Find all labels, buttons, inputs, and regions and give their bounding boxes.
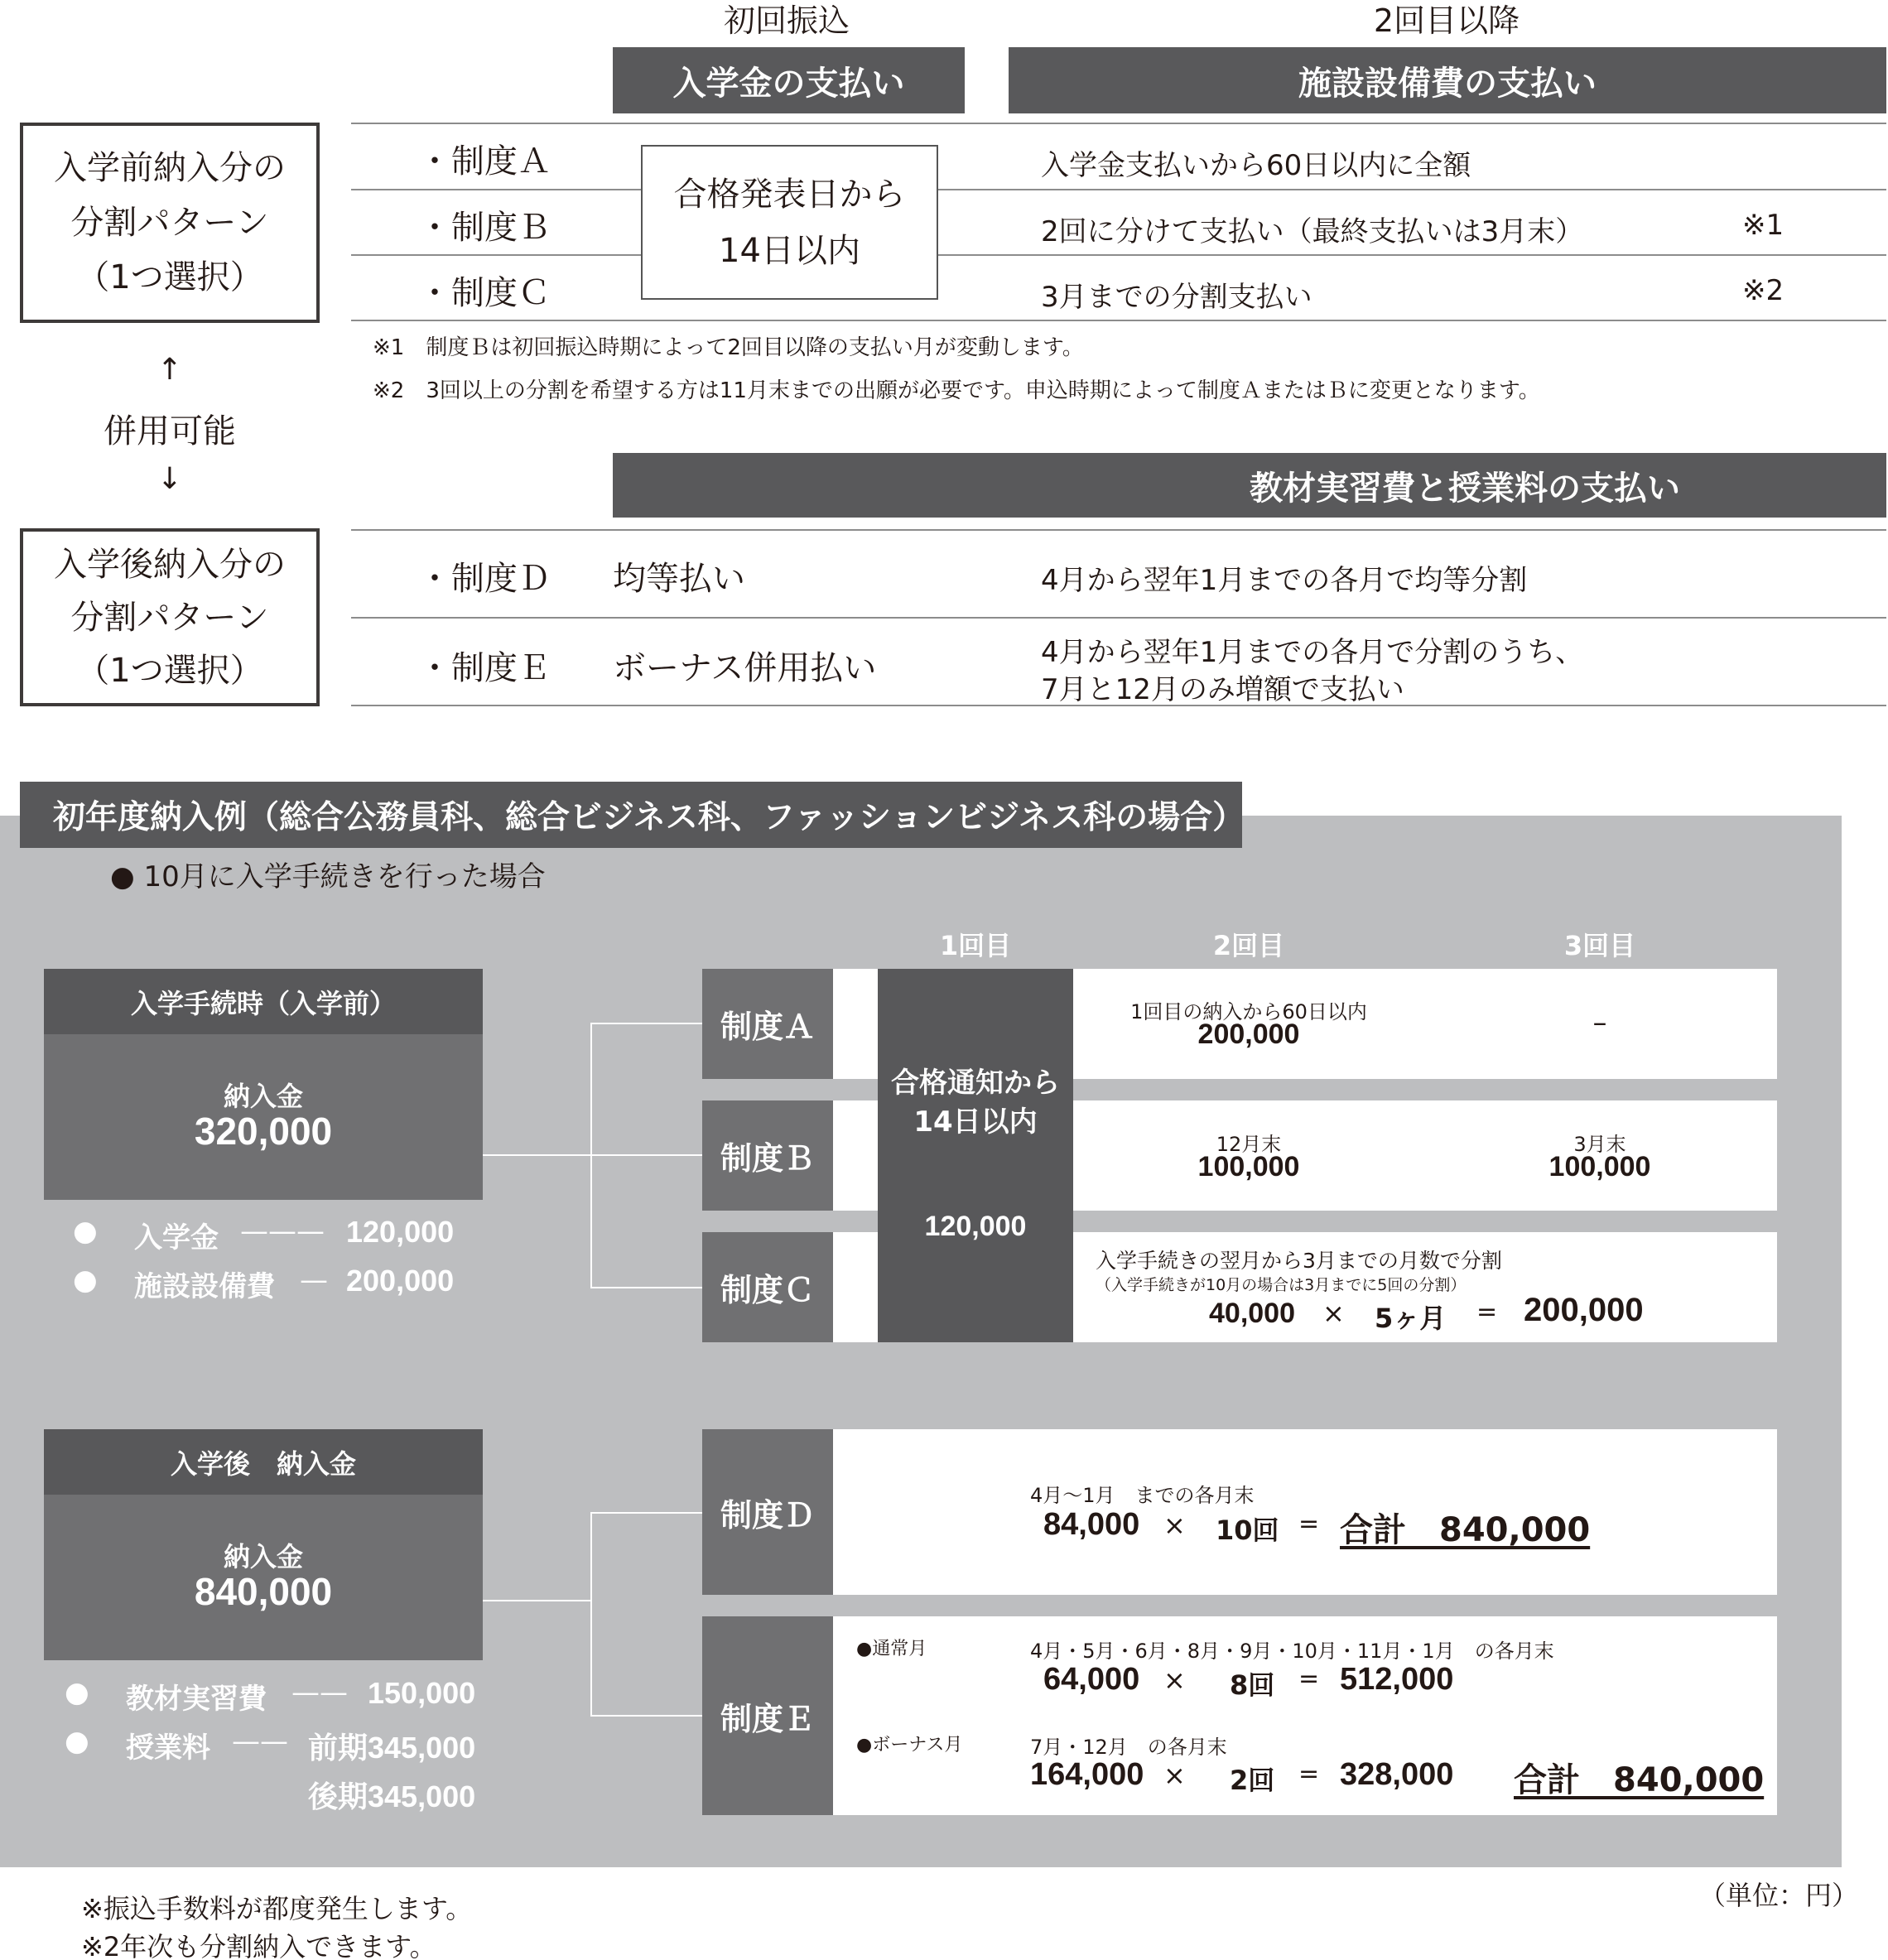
divider bbox=[937, 189, 1886, 190]
seido-b-note: ※1 bbox=[1742, 209, 1784, 242]
pre-item-1-amount: 120,000 bbox=[346, 1215, 455, 1249]
bullet-icon: ● bbox=[73, 1215, 98, 1248]
seido-a-label: ・制度Ａ bbox=[418, 142, 551, 181]
connector bbox=[590, 1023, 702, 1024]
example-title: 初年度納入例（総合公務員科、総合ビジネス科、ファッションビジネス科の場合） bbox=[20, 782, 1242, 848]
post-item-1-amount: 150,000 bbox=[368, 1676, 476, 1710]
center-box-line2: 14日以内 bbox=[719, 231, 860, 270]
post-amount-label: 納入金 bbox=[223, 1541, 303, 1572]
seido-a-amount: 200,000 bbox=[1197, 1019, 1300, 1050]
post-amount: 840,000 bbox=[194, 1570, 333, 1613]
connector bbox=[590, 1512, 702, 1514]
connector bbox=[590, 1512, 592, 1716]
pre-amount-label: 納入金 bbox=[223, 1081, 303, 1112]
divider bbox=[351, 617, 1886, 619]
seido-e-bonus-months: 7月・12月 の各月末 bbox=[1030, 1736, 1227, 1759]
post-item-2-amount: 前期345,000 bbox=[308, 1731, 476, 1765]
seido-e-tag: 制度Ｅ bbox=[702, 1616, 833, 1815]
box-pre-line3: （1つ選択） bbox=[76, 258, 263, 296]
pre-amount: 320,000 bbox=[194, 1110, 333, 1153]
unit-label: （単位：円） bbox=[1699, 1880, 1859, 1911]
example-subtitle: ● 10月に入学手続きを行った場合 bbox=[110, 860, 546, 893]
seido-d-total: 合計 840,000 bbox=[1340, 1511, 1591, 1549]
seido-c-desc: 3月までの分割支払い bbox=[1041, 281, 1312, 314]
seido-a-third: – bbox=[1592, 1006, 1607, 1039]
post-item-2-dash: —— bbox=[232, 1725, 288, 1758]
note-1: ※1 制度Ｂは初回振込時期によって2回目以降の支払い月が変動します。 bbox=[373, 335, 1084, 360]
seido-b-c3-note: 3月末 bbox=[1573, 1133, 1626, 1156]
bullet-icon: ● bbox=[65, 1725, 89, 1758]
seido-d-b: 10回 bbox=[1216, 1515, 1279, 1546]
seido-b-c2-note: 12月末 bbox=[1216, 1133, 1282, 1156]
seido-d-tag: 制度Ｄ bbox=[702, 1429, 833, 1595]
seido-d-times: × bbox=[1163, 1510, 1186, 1541]
connector bbox=[483, 1154, 591, 1156]
box-post-line2: 分割パターン bbox=[70, 598, 269, 637]
divider bbox=[351, 529, 1886, 531]
bullet-icon: ● bbox=[65, 1676, 89, 1709]
post-item-1-name: 教材実習費 bbox=[126, 1683, 267, 1716]
box-post-line1: 入学後納入分の bbox=[54, 545, 286, 584]
seido-e-n-b: 8回 bbox=[1230, 1669, 1275, 1701]
post-header: 入学後 納入金 bbox=[44, 1429, 483, 1495]
seido-e-label: ・制度Ｅ bbox=[418, 649, 551, 687]
seido-e-n-total: 512,000 bbox=[1340, 1662, 1454, 1697]
seido-b-label: ・制度Ｂ bbox=[418, 209, 551, 247]
pre-item-2-name: 施設設備費 bbox=[134, 1270, 275, 1303]
seido-e-b-eq: = bbox=[1298, 1760, 1320, 1789]
seido-e-grand-total: 合計 840,000 bbox=[1514, 1761, 1765, 1799]
connector bbox=[590, 1154, 702, 1156]
post-item-2-name: 授業料 bbox=[126, 1731, 210, 1765]
seido-c-note2: （入学手続きが10月の場合は3月までに5回の分割） bbox=[1096, 1276, 1467, 1294]
seido-b-c3-amount: 100,000 bbox=[1548, 1151, 1651, 1182]
seido-c-tag: 制度Ｃ bbox=[702, 1232, 833, 1342]
arrow-down-icon: ↓ bbox=[157, 462, 183, 496]
header-kyouzai: 教材実習費と授業料の支払い bbox=[613, 453, 1886, 518]
pre-item-1-name: 入学金 bbox=[134, 1221, 219, 1254]
first-payment-line1: 合格通知から bbox=[891, 1067, 1060, 1100]
seido-d-label: ・制度Ｄ bbox=[418, 560, 551, 598]
pre-amount-box bbox=[44, 1034, 483, 1200]
seido-b-tag: 制度Ｂ bbox=[702, 1100, 833, 1211]
seido-c-b: 5ヶ月 bbox=[1375, 1303, 1447, 1334]
seido-a-note: 1回目の納入から60日以内 bbox=[1130, 1000, 1367, 1023]
post-item-1-dash: —— bbox=[291, 1676, 348, 1709]
seido-e-n-times: × bbox=[1163, 1664, 1186, 1696]
col-1: 1回目 bbox=[939, 930, 1012, 961]
header-shisetsu: 施設設備費の支払い bbox=[1009, 47, 1886, 113]
first-payment-box bbox=[878, 969, 1073, 1342]
seido-d-desc: 4月から翌年1月までの各月で均等分割 bbox=[1041, 564, 1528, 597]
pre-item-2-amount: 200,000 bbox=[346, 1264, 455, 1298]
seido-c-a: 40,000 bbox=[1209, 1298, 1295, 1329]
seido-e-b-b: 2回 bbox=[1230, 1765, 1275, 1796]
box-post-line3: （1つ選択） bbox=[76, 651, 263, 690]
col-header-first: 初回振込 bbox=[723, 2, 850, 39]
seido-c-eq: = bbox=[1476, 1298, 1498, 1327]
post-item-2-extra: 後期345,000 bbox=[308, 1779, 476, 1813]
footnote-1: ※振込手数料が都度発生します。 bbox=[81, 1893, 473, 1924]
seido-a-tag: 制度Ａ bbox=[702, 969, 833, 1079]
center-box-pre bbox=[641, 145, 938, 300]
box-pre-line2: 分割パターン bbox=[70, 204, 269, 242]
footnote-2: ※2年次も分割納入できます。 bbox=[81, 1931, 436, 1960]
divider bbox=[351, 320, 1886, 321]
col-3: 3回目 bbox=[1563, 930, 1636, 961]
post-amount-box bbox=[44, 1495, 483, 1660]
seido-e-desc1: 4月から翌年1月までの各月で分割のうち、 bbox=[1041, 636, 1584, 669]
divider bbox=[937, 254, 1886, 256]
arrow-up-icon: ↑ bbox=[157, 353, 183, 387]
divider bbox=[351, 123, 1886, 124]
seido-d-eq: = bbox=[1298, 1510, 1320, 1539]
seido-e-b-a: 164,000 bbox=[1030, 1757, 1144, 1792]
seido-e-b-total: 328,000 bbox=[1340, 1757, 1454, 1792]
seido-c-note: ※2 bbox=[1742, 274, 1784, 307]
col-2: 2回目 bbox=[1212, 930, 1285, 961]
seido-c-note1: 入学手続きの翌月から3月までの月数で分割 bbox=[1096, 1249, 1502, 1273]
pre-item-1-dash: ——— bbox=[240, 1215, 325, 1248]
note-2: ※2 3回以上の分割を希望する方は11月末までの出願が必要です。申込時期によって制度ＡまたはＢに変更となります。 bbox=[373, 378, 1540, 403]
first-payment-amount: 120,000 bbox=[924, 1211, 1027, 1242]
seido-e-n-eq: = bbox=[1298, 1664, 1320, 1693]
header-nyugakukin: 入学金の支払い bbox=[613, 47, 965, 113]
seido-e-desc2: 7月と12月のみ増額で支払い bbox=[1041, 673, 1404, 706]
seido-e-normal-months: 4月・5月・6月・8月・9月・10月・11月・1月 の各月末 bbox=[1030, 1640, 1554, 1663]
divider bbox=[351, 189, 641, 190]
center-box-line1: 合格発表日から bbox=[673, 175, 906, 214]
seido-b-desc: 2回に分けて支払い（最終支払いは3月末） bbox=[1041, 215, 1584, 248]
seido-b-c2-amount: 100,000 bbox=[1197, 1151, 1300, 1182]
seido-d-note: 4月～1月 までの各月末 bbox=[1030, 1484, 1255, 1507]
divider bbox=[351, 254, 641, 256]
col-header-second: 2回目以降 bbox=[1373, 2, 1520, 39]
pre-item-2-dash: — bbox=[300, 1264, 328, 1297]
box-pre-pattern bbox=[20, 123, 320, 323]
bullet-icon: ● bbox=[73, 1264, 98, 1297]
seido-a-desc: 入学金支払いから60日以内に全額 bbox=[1041, 149, 1471, 182]
seido-c-times: × bbox=[1322, 1298, 1345, 1329]
seido-e-n-a: 64,000 bbox=[1043, 1662, 1140, 1697]
box-pre-line1: 入学前納入分の bbox=[54, 149, 286, 187]
seido-e-bonus-label: ●ボーナス月 bbox=[856, 1735, 963, 1755]
box-post-pattern bbox=[20, 528, 320, 706]
seido-e-normal-label: ●通常月 bbox=[856, 1639, 927, 1659]
first-payment-line2: 14日以内 bbox=[913, 1105, 1038, 1139]
seido-d-type: 均等払い bbox=[613, 560, 745, 598]
pre-header: 入学手続時（入学前） bbox=[44, 969, 483, 1034]
seido-e-b-times: × bbox=[1163, 1760, 1186, 1791]
seido-c-label: ・制度Ｃ bbox=[418, 274, 551, 312]
seido-d-a: 84,000 bbox=[1043, 1507, 1140, 1542]
seido-e-type: ボーナス併用払い bbox=[613, 649, 877, 687]
seido-c-total: 200,000 bbox=[1524, 1292, 1644, 1328]
connector bbox=[483, 1600, 591, 1601]
connector bbox=[590, 1287, 702, 1288]
heiyou-label: 併用可能 bbox=[104, 412, 236, 450]
connector bbox=[590, 1715, 702, 1717]
